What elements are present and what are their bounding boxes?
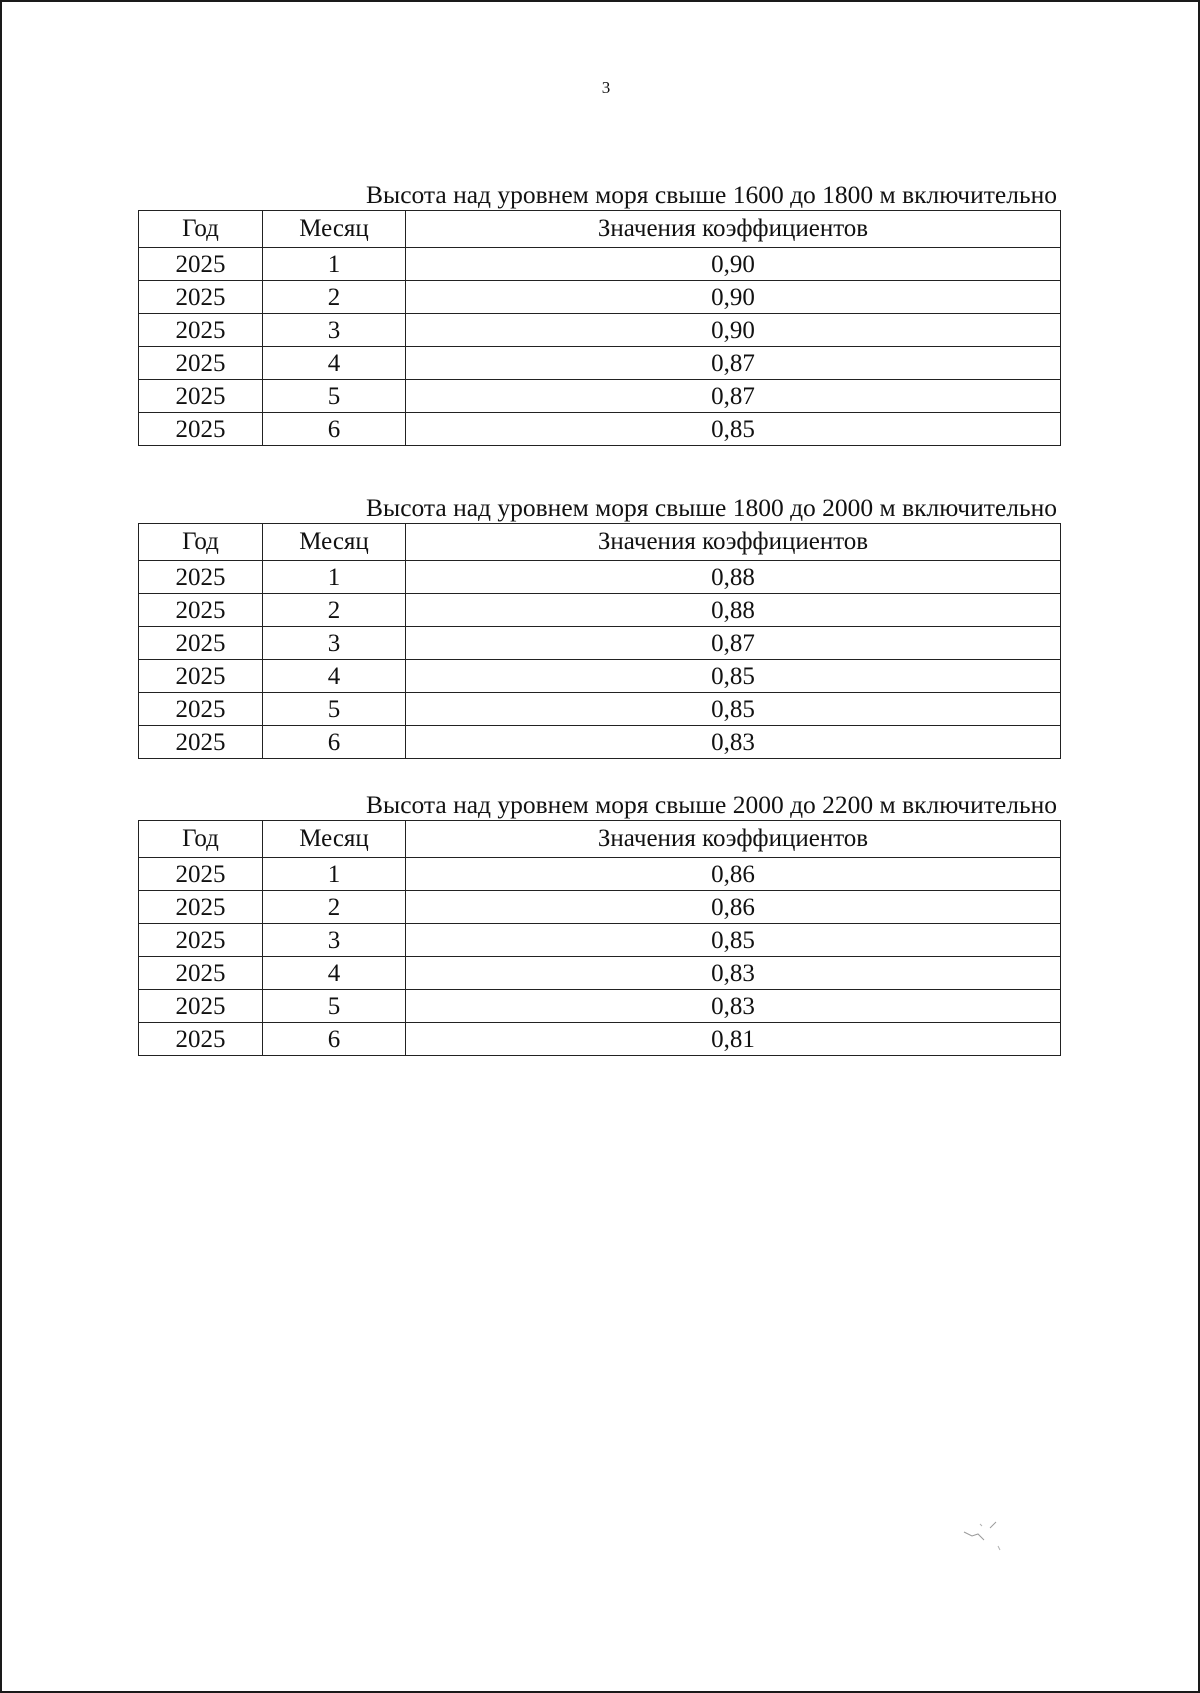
cell-month: 3 [263,924,406,957]
header-year: Год [139,524,263,561]
header-value: Значения коэффициентов [406,211,1061,248]
header-value: Значения коэффициентов [406,821,1061,858]
cell-value: 0,88 [406,561,1061,594]
coefficient-table [138,210,1061,446]
cell-month: 5 [263,693,406,726]
table-caption: Высота над уровнем моря свыше 2000 до 2200 м включительно [366,790,1057,819]
cell-year: 2025 [139,891,263,924]
cell-month: 5 [263,380,406,413]
cell-value: 0,87 [406,627,1061,660]
cell-value: 0,85 [406,413,1061,446]
cell-year: 2025 [139,924,263,957]
cell-value: 0,90 [406,314,1061,347]
header-value: Значения коэффициентов [406,524,1061,561]
cell-year: 2025 [139,413,263,446]
cell-value: 0,83 [406,726,1061,759]
cell-year: 2025 [139,660,263,693]
cell-month: 2 [263,594,406,627]
cell-value: 0,87 [406,347,1061,380]
cell-year: 2025 [139,726,263,759]
cell-month: 3 [263,314,406,347]
table-row [139,347,1061,380]
cell-year: 2025 [139,314,263,347]
cell-month: 6 [263,413,406,446]
table-caption: Высота над уровнем моря свыше 1600 до 1800 м включительно [366,180,1057,209]
table-row [139,314,1061,347]
header-year: Год [139,821,263,858]
cell-year: 2025 [139,380,263,413]
cell-year: 2025 [139,561,263,594]
cell-year: 2025 [139,693,263,726]
coefficient-table [138,523,1061,759]
cell-year: 2025 [139,281,263,314]
cell-month: 1 [263,858,406,891]
cell-month: 4 [263,347,406,380]
table-caption: Высота над уровнем моря свыше 1800 до 2000 м включительно [366,493,1057,522]
table-row [139,990,1061,1023]
cell-value: 0,86 [406,891,1061,924]
cell-year: 2025 [139,248,263,281]
cell-month: 6 [263,726,406,759]
table-row [139,660,1061,693]
table-row [139,380,1061,413]
cell-value: 0,90 [406,248,1061,281]
table-row [139,924,1061,957]
table-header-row [139,211,1061,248]
cell-year: 2025 [139,990,263,1023]
cell-year: 2025 [139,347,263,380]
table-row [139,726,1061,759]
header-month: Месяц [263,524,406,561]
table-row [139,281,1061,314]
header-month: Месяц [263,211,406,248]
table-header-row [139,821,1061,858]
cell-year: 2025 [139,957,263,990]
cell-year: 2025 [139,1023,263,1056]
cell-value: 0,86 [406,858,1061,891]
header-month: Месяц [263,821,406,858]
cell-month: 4 [263,957,406,990]
table-row [139,561,1061,594]
cell-month: 6 [263,1023,406,1056]
cell-month: 1 [263,561,406,594]
table-row [139,693,1061,726]
cell-month: 2 [263,891,406,924]
table-header-row [139,524,1061,561]
header-year: Год [139,211,263,248]
cell-month: 1 [263,248,406,281]
cell-month: 3 [263,627,406,660]
cell-value: 0,81 [406,1023,1061,1056]
table-row [139,248,1061,281]
cell-month: 2 [263,281,406,314]
table-row [139,1023,1061,1056]
coefficient-section-2 [138,493,1060,759]
table-row [139,594,1061,627]
cell-value: 0,87 [406,380,1061,413]
cell-value: 0,83 [406,990,1061,1023]
cell-month: 5 [263,990,406,1023]
cell-value: 0,85 [406,660,1061,693]
table-row [139,627,1061,660]
cell-value: 0,83 [406,957,1061,990]
table-row [139,413,1061,446]
cell-month: 4 [263,660,406,693]
cell-value: 0,88 [406,594,1061,627]
coefficient-section-3 [138,790,1060,1056]
table-row [139,891,1061,924]
table-row [139,957,1061,990]
initials-mark [960,1510,1020,1560]
cell-year: 2025 [139,858,263,891]
coefficient-table [138,820,1061,1056]
coefficient-section-1 [138,180,1060,446]
cell-value: 0,85 [406,924,1061,957]
table-row [139,858,1061,891]
cell-year: 2025 [139,627,263,660]
cell-value: 0,85 [406,693,1061,726]
cell-value: 0,90 [406,281,1061,314]
page-number: 3 [601,78,611,97]
cell-year: 2025 [139,594,263,627]
